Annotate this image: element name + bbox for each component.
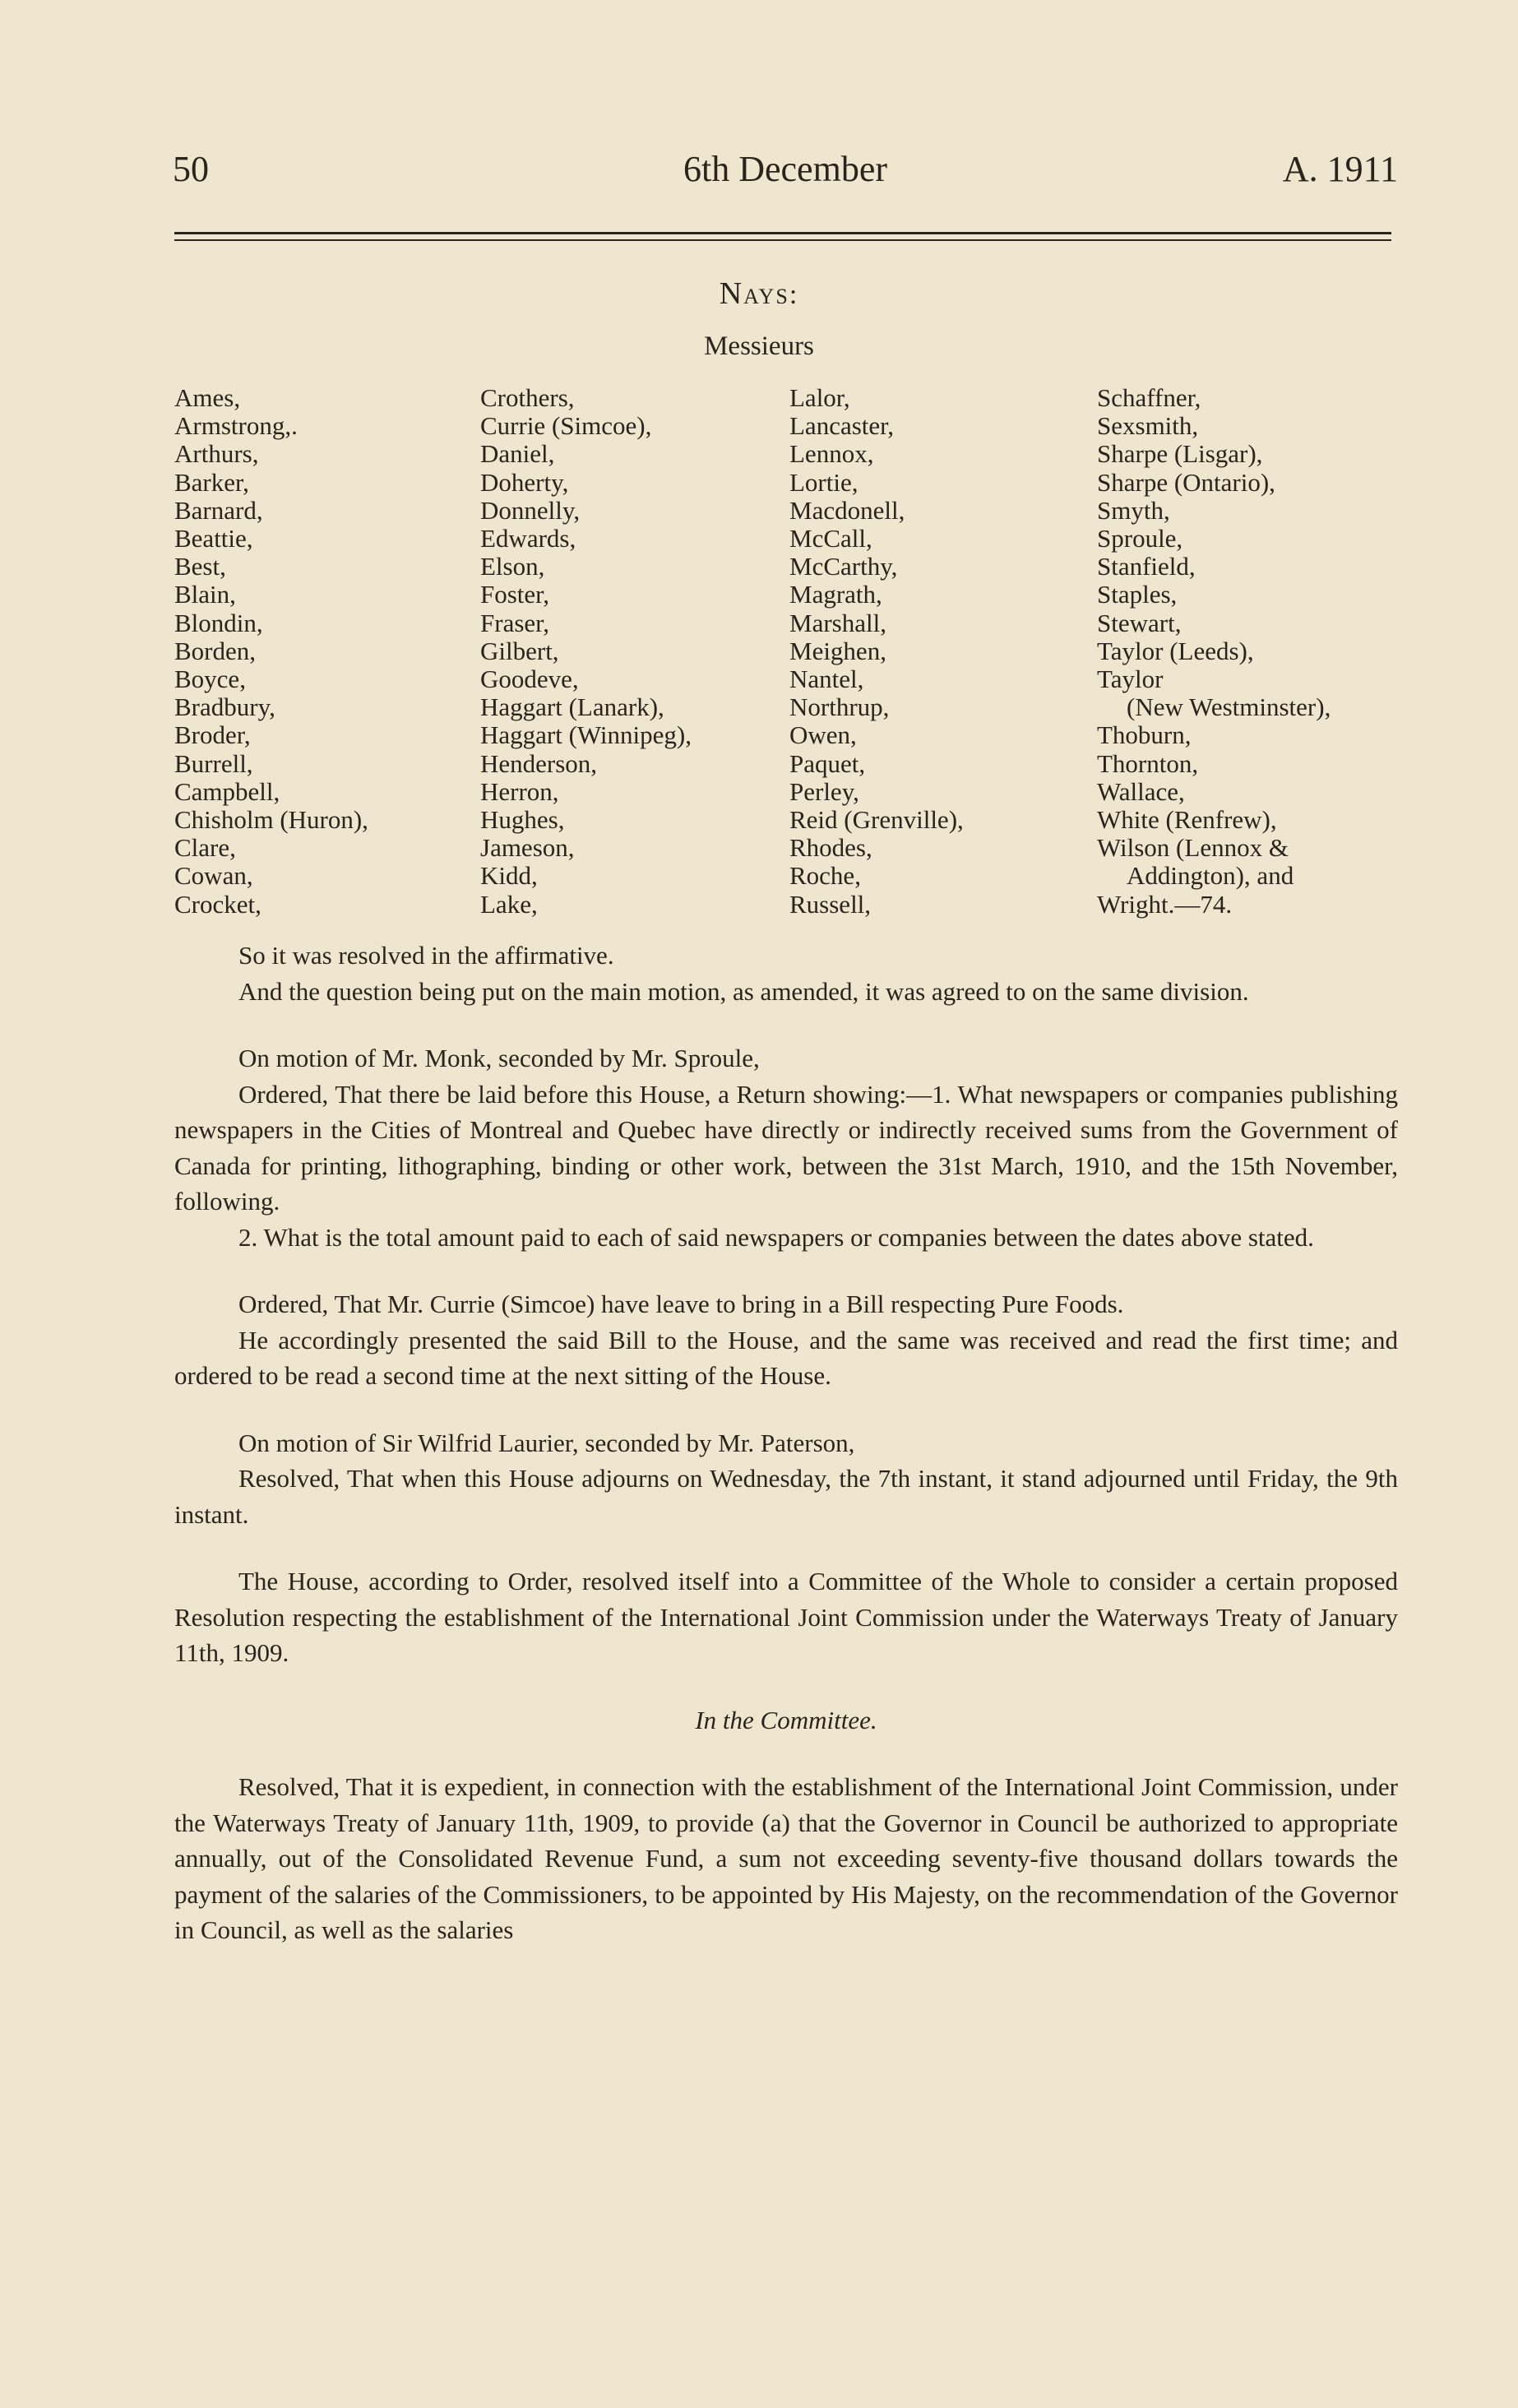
member-name: Lalor, xyxy=(789,383,850,412)
member-name: Addington), and xyxy=(1127,861,1294,891)
member-name: Taylor xyxy=(1097,665,1164,694)
member-name: Clare, xyxy=(174,833,236,863)
member-name: Doherty, xyxy=(480,467,569,497)
member-name: Reid (Grenville), xyxy=(789,805,964,835)
member-name: Foster, xyxy=(480,580,550,609)
member-name: Currie (Simcoe), xyxy=(480,411,652,441)
member-name: Sproule, xyxy=(1097,524,1183,553)
paragraph: 2. What is the total amount paid to each of said newspapers or companies between the dates above stated. xyxy=(238,1222,1314,1252)
paragraph: On motion of Mr. Monk, seconded by Mr. Sproule, xyxy=(238,1044,760,1072)
member-name: Stewart, xyxy=(1097,608,1182,637)
name-column-1 xyxy=(174,384,368,919)
member-name: Edwards, xyxy=(480,524,576,553)
member-name: Crocket, xyxy=(174,889,261,919)
member-name: Wilson (Lennox & xyxy=(1097,833,1289,863)
body-text xyxy=(174,938,1398,1948)
member-name: Perley, xyxy=(789,776,859,806)
name-column-4 xyxy=(1097,384,1331,919)
member-name: Staples, xyxy=(1097,580,1178,609)
member-name: Elson, xyxy=(480,552,545,581)
member-name: McCarthy, xyxy=(789,552,898,581)
member-name: Taylor (Leeds), xyxy=(1097,636,1254,665)
member-name: Borden, xyxy=(174,636,257,665)
member-name: Roche, xyxy=(789,861,861,891)
member-name: Chisholm (Huron), xyxy=(174,805,368,835)
member-name: Haggart (Winnipeg), xyxy=(480,720,692,750)
name-column-3 xyxy=(789,384,964,919)
member-name: Magrath, xyxy=(789,580,882,609)
member-name: Thornton, xyxy=(1097,748,1199,778)
member-name: Barker, xyxy=(174,467,249,497)
paragraph: Resolved, That it is expedient, in connection with the establishment of the International Joint Commission, under the Waterways Treaty of January 11th, 1909, to provide (a) that the Governor in Council be authorized to appropriate annually, out of the Consolidated Revenue Fund, a sum not exceeding seventy-five thousand dollars towards the payment of the salaries of the Commissioners, to be appointed by His Majesty, on the recommendation of the Governor in Council, as well as the salaries xyxy=(174,1772,1398,1944)
member-name: Lancaster, xyxy=(789,411,894,441)
member-name: Lortie, xyxy=(789,467,859,497)
member-name: Beattie, xyxy=(174,524,253,553)
member-name: (New Westminster), xyxy=(1127,692,1331,722)
member-name: Russell, xyxy=(789,889,872,919)
member-name: Best, xyxy=(174,552,226,581)
paragraph: Ordered, That Mr. Currie (Simcoe) have leave to bring in a Bill respecting Pure Foods. xyxy=(238,1290,1124,1318)
member-name: Wallace, xyxy=(1097,776,1185,806)
member-name: Nantel, xyxy=(789,665,864,694)
member-name: Northrup, xyxy=(789,692,890,722)
member-name: Schaffner, xyxy=(1097,383,1201,412)
member-name: Goodeve, xyxy=(480,665,579,694)
member-name: Haggart (Lanark), xyxy=(480,692,664,722)
member-name: Boyce, xyxy=(174,665,246,694)
member-name: Blain, xyxy=(174,580,236,609)
header-rule-top xyxy=(174,232,1391,234)
member-name: Fraser, xyxy=(480,608,549,637)
member-name: Sharpe (Ontario), xyxy=(1097,467,1275,497)
member-name: McCall, xyxy=(789,524,872,553)
paragraph: Ordered, That there be laid before this House, a Return showing:—1. What newspapers or companies publishing newspapers in the Cities of Montreal and Quebec have directly or indirectly received sums from the Government of Canada for printing, lithographing, binding or other work, between the 31st March, 1910, and the 15th November, following. xyxy=(174,1079,1398,1216)
nays-member-list xyxy=(174,384,1408,927)
paragraph: And the question being put on the main motion, as amended, it was agreed to on the same division. xyxy=(238,976,1249,1006)
member-name: Thoburn, xyxy=(1097,720,1192,750)
member-name: Daniel, xyxy=(480,439,555,469)
member-name: Gilbert, xyxy=(480,636,559,665)
member-name: Wright.—74. xyxy=(1097,889,1233,919)
member-name: Blondin, xyxy=(174,608,263,637)
page-header xyxy=(173,148,1398,197)
member-name: Stanfield, xyxy=(1097,552,1196,581)
paragraph: Resolved, That when this House adjourns on Wednesday, the 7th instant, it stand adjourned until Friday, the 9th instant. xyxy=(174,1464,1398,1529)
page-date: 6th December xyxy=(683,149,887,189)
member-name: Burrell, xyxy=(174,748,253,778)
paragraph: On motion of Sir Wilfrid Laurier, seconded by Mr. Paterson, xyxy=(238,1428,855,1457)
member-name: Armstrong,. xyxy=(174,411,298,441)
paragraph: The House, according to Order, resolved itself into a Committee of the Whole to consider a certain proposed Resolution respecting the establishment of the International Joint Commission under the Waterways Treaty of January 11th, 1909. xyxy=(174,1567,1398,1667)
member-name: Marshall, xyxy=(789,608,886,637)
member-name: Ames, xyxy=(174,383,241,412)
member-name: Crothers, xyxy=(480,383,575,412)
member-name: Meighen, xyxy=(789,636,886,665)
member-name: Barnard, xyxy=(174,495,263,525)
member-name: Henderson, xyxy=(480,748,598,778)
member-name: Lennox, xyxy=(789,439,874,469)
member-name: Paquet, xyxy=(789,748,866,778)
nays-heading: NAYS: xyxy=(719,276,799,311)
name-column-2 xyxy=(480,384,692,919)
member-name: White (Renfrew), xyxy=(1097,805,1277,835)
member-name: Macdonell, xyxy=(789,495,905,525)
member-name: Broder, xyxy=(174,720,251,750)
member-name: Rhodes, xyxy=(789,833,872,863)
member-name: Smyth, xyxy=(1097,495,1170,525)
member-name: Kidd, xyxy=(480,861,538,891)
paragraph: He accordingly presented the said Bill to the House, and the same was received and read the first time; and ordered to be read a second time at the next sitting of the House. xyxy=(174,1325,1398,1390)
messieurs-heading: Messieurs xyxy=(704,331,814,361)
member-name: Arthurs, xyxy=(174,439,259,469)
member-name: Bradbury, xyxy=(174,692,275,722)
member-name: Owen, xyxy=(789,720,857,750)
member-name: Campbell, xyxy=(174,776,280,806)
member-name: Jameson, xyxy=(480,833,575,863)
page-year: A. 1911 xyxy=(1282,149,1398,189)
member-name: Hughes, xyxy=(480,805,565,835)
member-name: Lake, xyxy=(480,889,538,919)
page-number: 50 xyxy=(173,149,209,189)
member-name: Herron, xyxy=(480,776,559,806)
member-name: Sexsmith, xyxy=(1097,411,1199,441)
member-name: Sharpe (Lisgar), xyxy=(1097,439,1263,469)
section-subheading: In the Committee. xyxy=(695,1705,877,1734)
header-rule-bottom xyxy=(174,239,1391,241)
paragraph: So it was resolved in the affirmative. xyxy=(238,941,614,970)
member-name: Donnelly, xyxy=(480,495,581,525)
member-name: Cowan, xyxy=(174,861,253,891)
